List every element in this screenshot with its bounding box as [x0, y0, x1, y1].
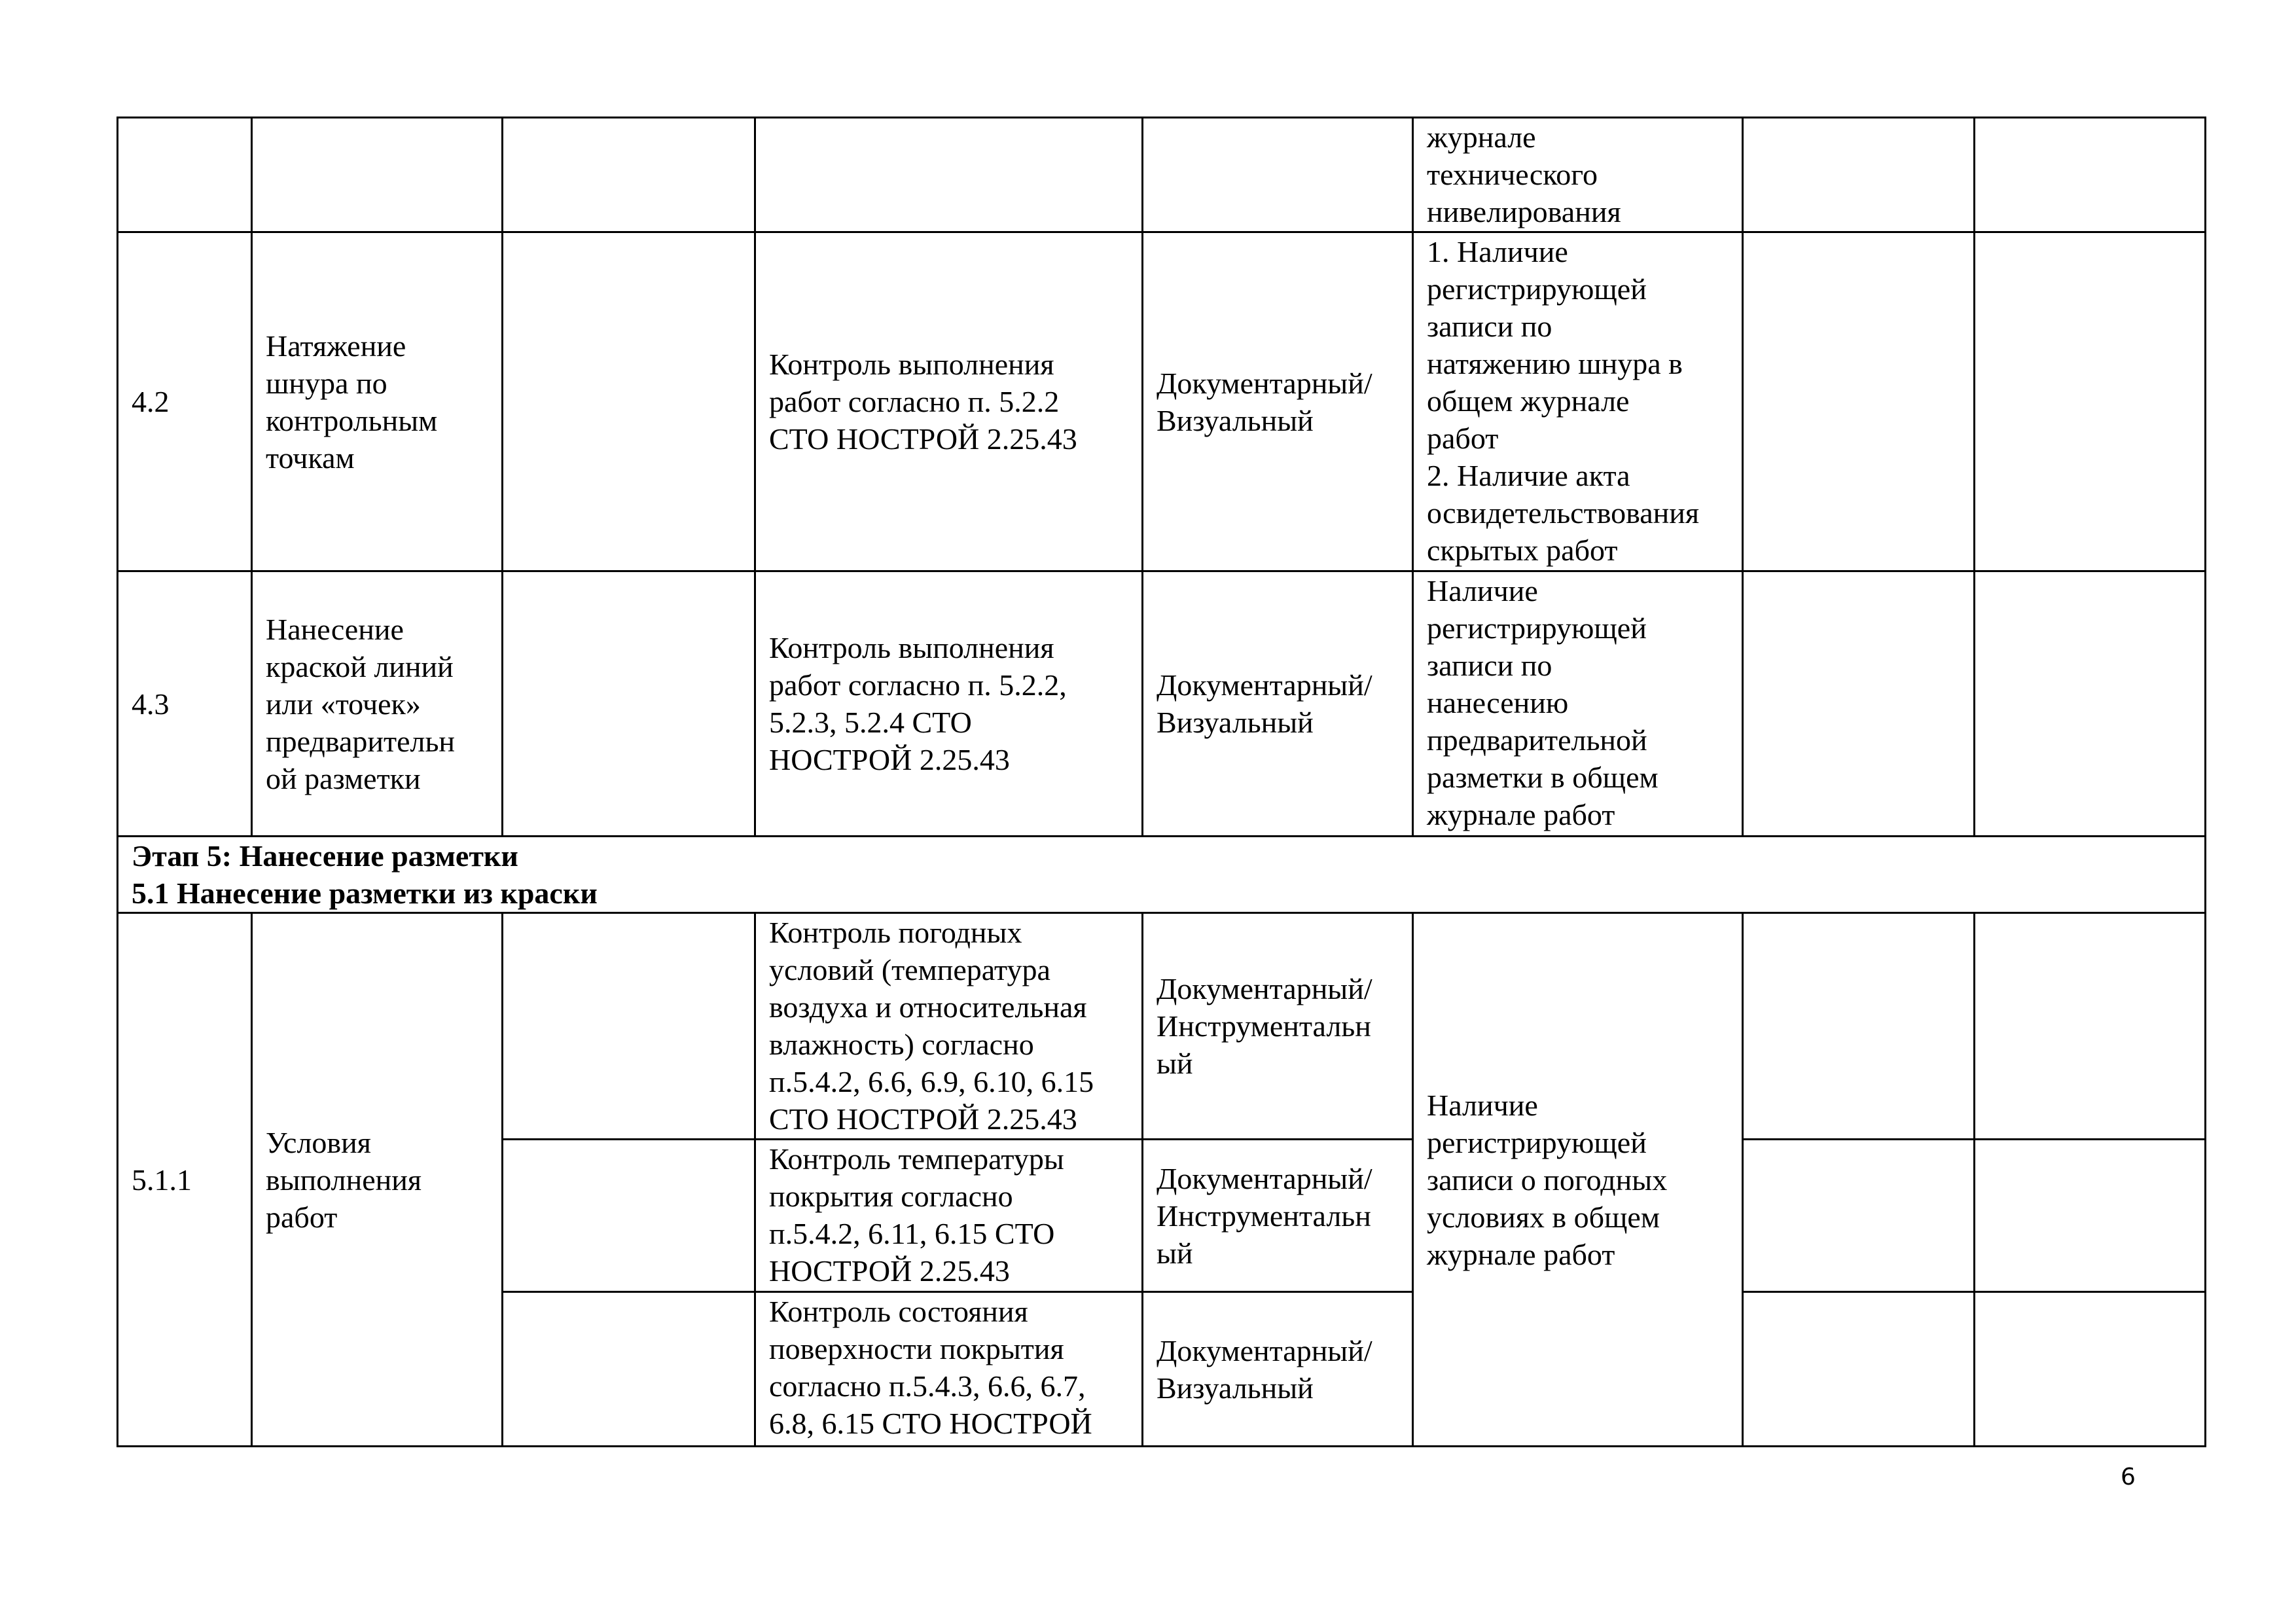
row-number-cell: 5.1.1 — [118, 913, 252, 1447]
control-cell: Контроль температуры покрытия согласно п.5.4.2, 6.11, 6.15 СТО НОСТРОЙ 2.25.43 — [755, 1140, 1143, 1292]
cell-empty — [1743, 571, 1975, 837]
control-cell: Контроль состояния поверхности покрытия согласно п.5.4.3, 6.6, 6.7, 6.8, 6.15 СТО НОСТРОЙ — [755, 1292, 1143, 1447]
control-cell: Контроль погодных условий (температура воздуха и относительная влажность) согласно п.5.4.2, 6.6, 6.9, 6.10, 6.15 СТО НОСТРОЙ 2.25.43 — [755, 913, 1143, 1140]
cell-empty — [503, 571, 755, 837]
control-cell: Контроль выполнения работ согласно п. 5.2.2 СТО НОСТРОЙ 2.25.43 — [755, 232, 1143, 571]
cell-empty — [252, 118, 503, 232]
stage-header-row — [118, 837, 2206, 913]
cell-empty — [1743, 118, 1975, 232]
table-row — [118, 118, 2206, 232]
cell-empty — [1975, 1140, 2206, 1292]
method-cell: Документарный/ Визуальный — [1143, 232, 1413, 571]
method-cell: Документарный/ Инструментальн ый — [1143, 1140, 1413, 1292]
page-number: 6 — [2121, 1464, 2136, 1490]
table-row — [118, 232, 2206, 571]
cell-empty — [1975, 232, 2206, 571]
cell-empty — [503, 1292, 755, 1447]
result-cell: 1. Наличие регистрирующей записи по натяжению шнура в общем журнале работ 2. Наличие акта освидетельствования скрытых работ — [1413, 232, 1743, 571]
work-name-cell: Нанесение краской линий или «точек» предварительн ой разметки — [252, 571, 503, 837]
result-cell: Наличие регистрирующей записи о погодных условиях в общем журнале работ — [1413, 913, 1743, 1447]
method-cell: Документарный/ Визуальный — [1143, 1292, 1413, 1447]
cell-empty — [1743, 1140, 1975, 1292]
result-cell: Наличие регистрирующей записи по нанесению предварительной разметки в общем журнале работ — [1413, 571, 1743, 837]
cell-empty — [1975, 571, 2206, 837]
cell-empty — [1743, 1292, 1975, 1447]
cell-empty — [1743, 232, 1975, 571]
cell-empty — [503, 913, 755, 1140]
work-name-cell: Натяжение шнура по контрольным точкам — [252, 232, 503, 571]
stage-heading: Этап 5: Нанесение разметки 5.1 Нанесение разметки из краски — [118, 837, 2206, 913]
table-row — [118, 571, 2206, 837]
cell-empty — [1975, 913, 2206, 1140]
cell-empty — [503, 1140, 755, 1292]
cell-empty — [1143, 118, 1413, 232]
row-number-cell: 4.2 — [118, 232, 252, 571]
inspection-table — [117, 117, 2206, 1447]
work-name-cell: Условия выполнения работ — [252, 913, 503, 1447]
table-row — [118, 913, 2206, 1140]
cell-empty — [1975, 1292, 2206, 1447]
cell-empty — [118, 118, 252, 232]
cell-empty — [1743, 913, 1975, 1140]
result-cell: журнале технического нивелирования — [1413, 118, 1743, 232]
control-cell: Контроль выполнения работ согласно п. 5.2.2, 5.2.3, 5.2.4 СТО НОСТРОЙ 2.25.43 — [755, 571, 1143, 837]
cell-empty — [503, 232, 755, 571]
cell-empty — [503, 118, 755, 232]
method-cell: Документарный/ Инструментальн ый — [1143, 913, 1413, 1140]
method-cell: Документарный/ Визуальный — [1143, 571, 1413, 837]
cell-empty — [755, 118, 1143, 232]
cell-empty — [1975, 118, 2206, 232]
row-number-cell: 4.3 — [118, 571, 252, 837]
